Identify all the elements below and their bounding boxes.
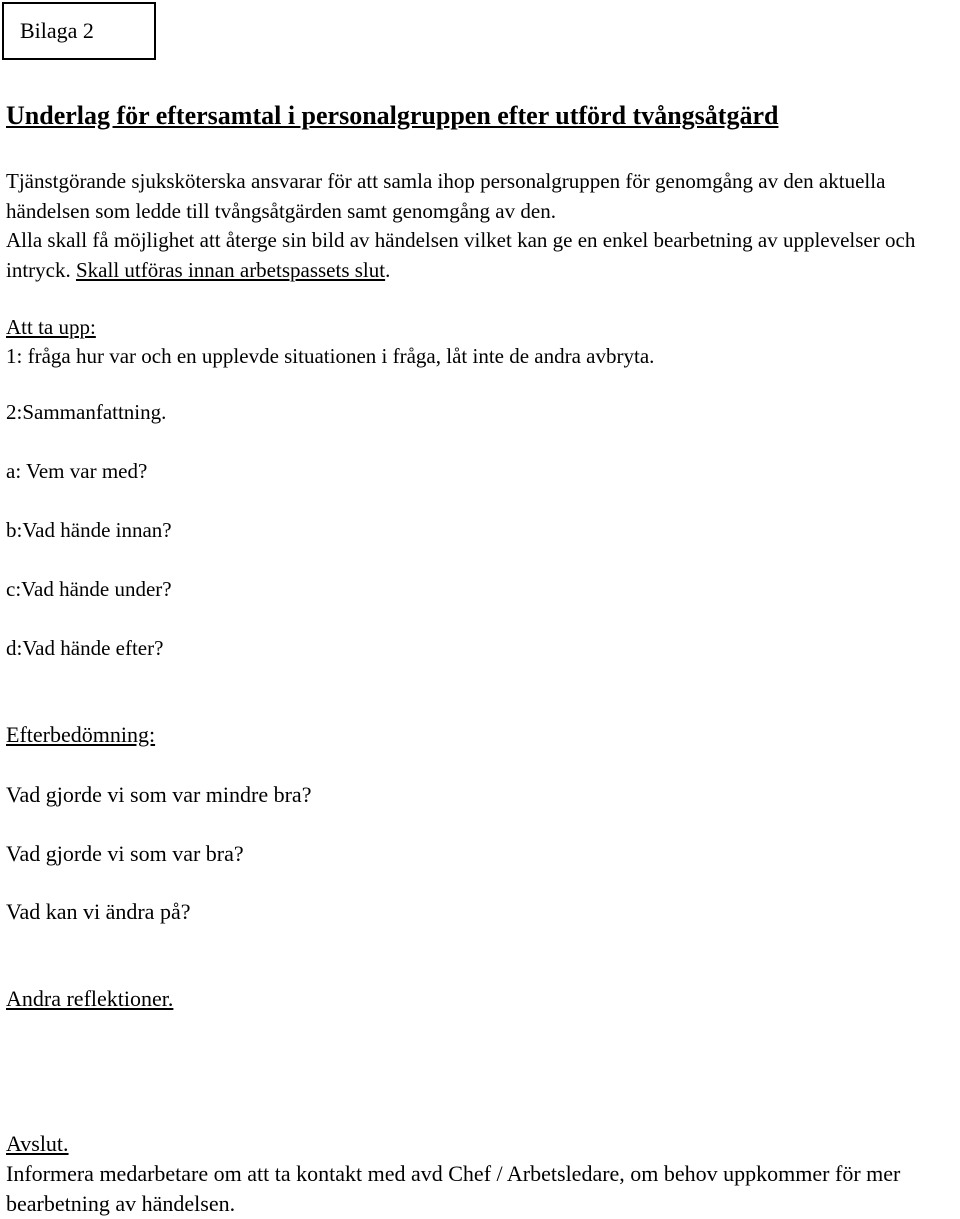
agenda-heading: Att ta upp: bbox=[6, 315, 96, 339]
closing-heading: Avslut. bbox=[6, 1131, 69, 1156]
evaluation-heading: Efterbedömning: bbox=[6, 722, 156, 747]
intro-section bbox=[6, 167, 946, 285]
agenda-sub-c: c:Vad hände under? bbox=[6, 577, 172, 601]
intro-paragraph-2-end: . bbox=[385, 257, 391, 282]
appendix-label-box bbox=[2, 2, 156, 60]
agenda-item-2: 2:Sammanfattning. bbox=[6, 400, 167, 424]
agenda-item-1: 1: fråga hur var och en upplevde situationen i fråga, låt inte de andra avbryta. bbox=[6, 344, 655, 368]
evaluation-question-2: Vad gjorde vi som var bra? bbox=[6, 841, 244, 866]
intro-deadline-underlined: Skall utföras innan arbetspassets slut bbox=[75, 257, 386, 282]
evaluation-question-1: Vad gjorde vi som var mindre bra? bbox=[6, 782, 312, 807]
agenda-sub-b: b:Vad hände innan? bbox=[6, 518, 172, 542]
document-title: Underlag för eftersamtal i personalgruppen efter utförd tvångsåtgärd bbox=[6, 101, 779, 130]
reflections-heading: Andra reflektioner. bbox=[6, 986, 174, 1011]
evaluation-question-3: Vad kan vi ändra på? bbox=[6, 899, 191, 924]
closing-section bbox=[6, 1129, 960, 1219]
intro-paragraph-2-text: Alla skall få möjlighet att återge sin bild av händelsen vilket kan ge en enkel bearbetning av upplevelser och intryck. bbox=[6, 228, 916, 282]
appendix-label: Bilaga 2 bbox=[20, 18, 94, 43]
agenda-sub-d: d:Vad hände efter? bbox=[6, 636, 164, 660]
agenda-sub-a: a: Vem var med? bbox=[6, 459, 148, 483]
closing-text: Informera medarbetare om att ta kontakt med avd Chef / Arbetsledare, om behov uppkommer för mer bearbetning av händelsen. bbox=[6, 1161, 901, 1216]
intro-paragraph-2 bbox=[6, 226, 946, 285]
intro-paragraph-1: Tjänstgörande sjuksköterska ansvarar för att samla ihop personalgruppen för genomgång av den aktuella händelsen som ledde till tvångsåtgärden samt genomgång av den. bbox=[6, 169, 886, 223]
